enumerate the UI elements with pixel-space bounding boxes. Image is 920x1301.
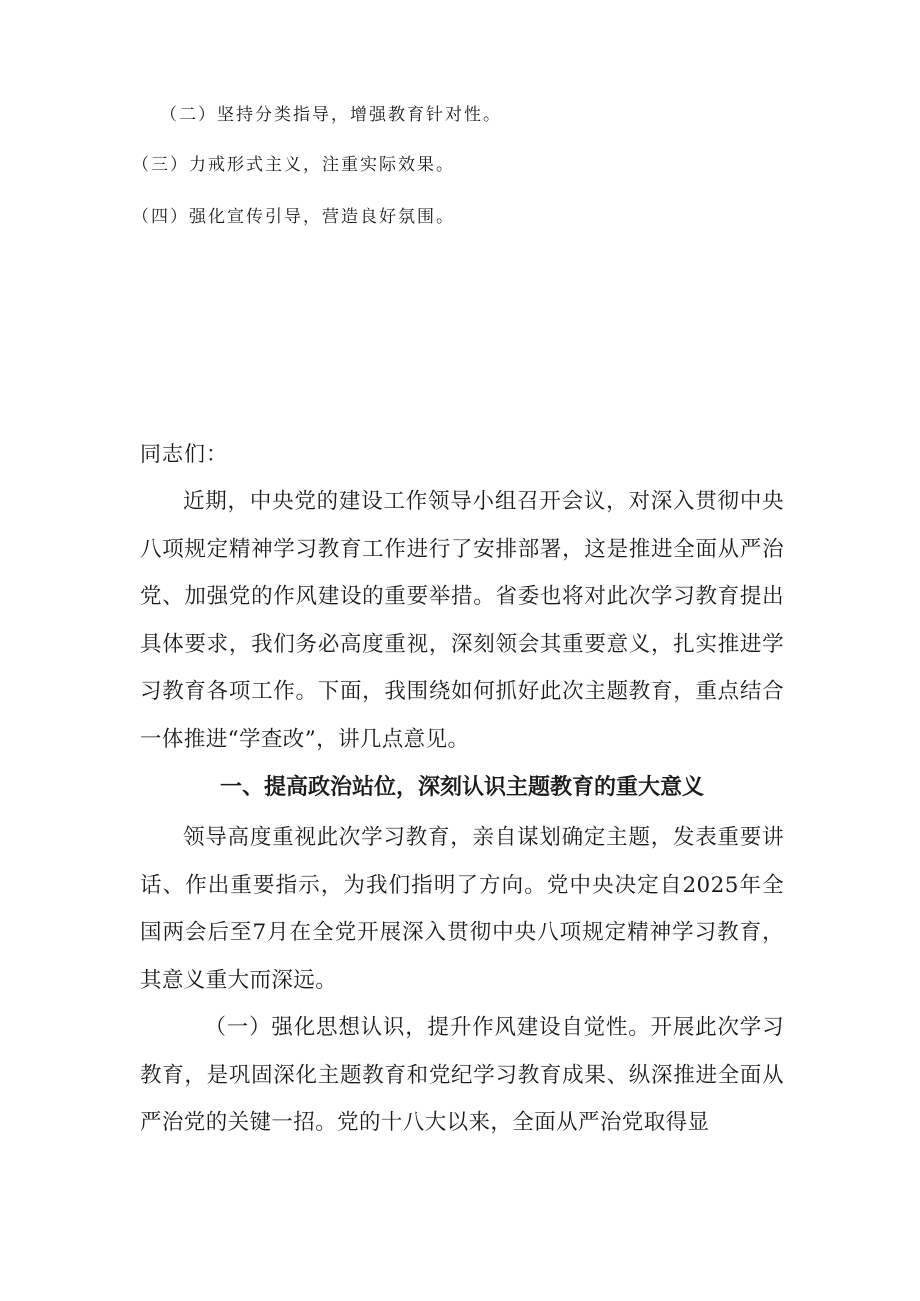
intro-paragraph: 近期，中央党的建设工作领导小组召开会议，对深入贯彻中央八项规定精神学习教育工作进行了安排部署，这是推进全面从严治党、加强党的作风建设的重要举措。省委也将对此次学习教育提出具体要求，我们务必高度重视，深刻领会其重要意义，扎实推进学习教育各项工作。下面，我围绕如何抓好此次主题教育，重点结合一体推进“学查改”，讲几点意见。 [140,489,784,752]
outline-item-2: （二）坚持分类指导，增强教育针对性。 [160,105,502,125]
salutation: 同志们： [140,442,228,466]
outline-item-4: （四）强化宣传引导，营造良好氛围。 [132,207,455,227]
outline-item-3: （三）力戒形式主义，注重实际效果。 [132,155,455,175]
section-heading-1: 一、提高政治站位，深刻认识主题教育的重大意义 [219,775,704,800]
section-1-paragraph: 领导高度重视此次学习教育，亲自谋划确定主题，发表重要讲话、作出重要指示，为我们指明了方向。党中央决定自2025年全国两会后至7月在全党开展深入贯彻中央八项规定精神学习教育，其意义重大而深远。 [140,825,784,993]
section-1-1-paragraph: （一）强化思想认识，提升作风建设自觉性。开展此次学习教育，是巩固深化主题教育和党纪学习教育成果、纵深推进全面从严治党的关键一招。党的十八大以来，全面从严治党取得显 [140,1015,784,1136]
